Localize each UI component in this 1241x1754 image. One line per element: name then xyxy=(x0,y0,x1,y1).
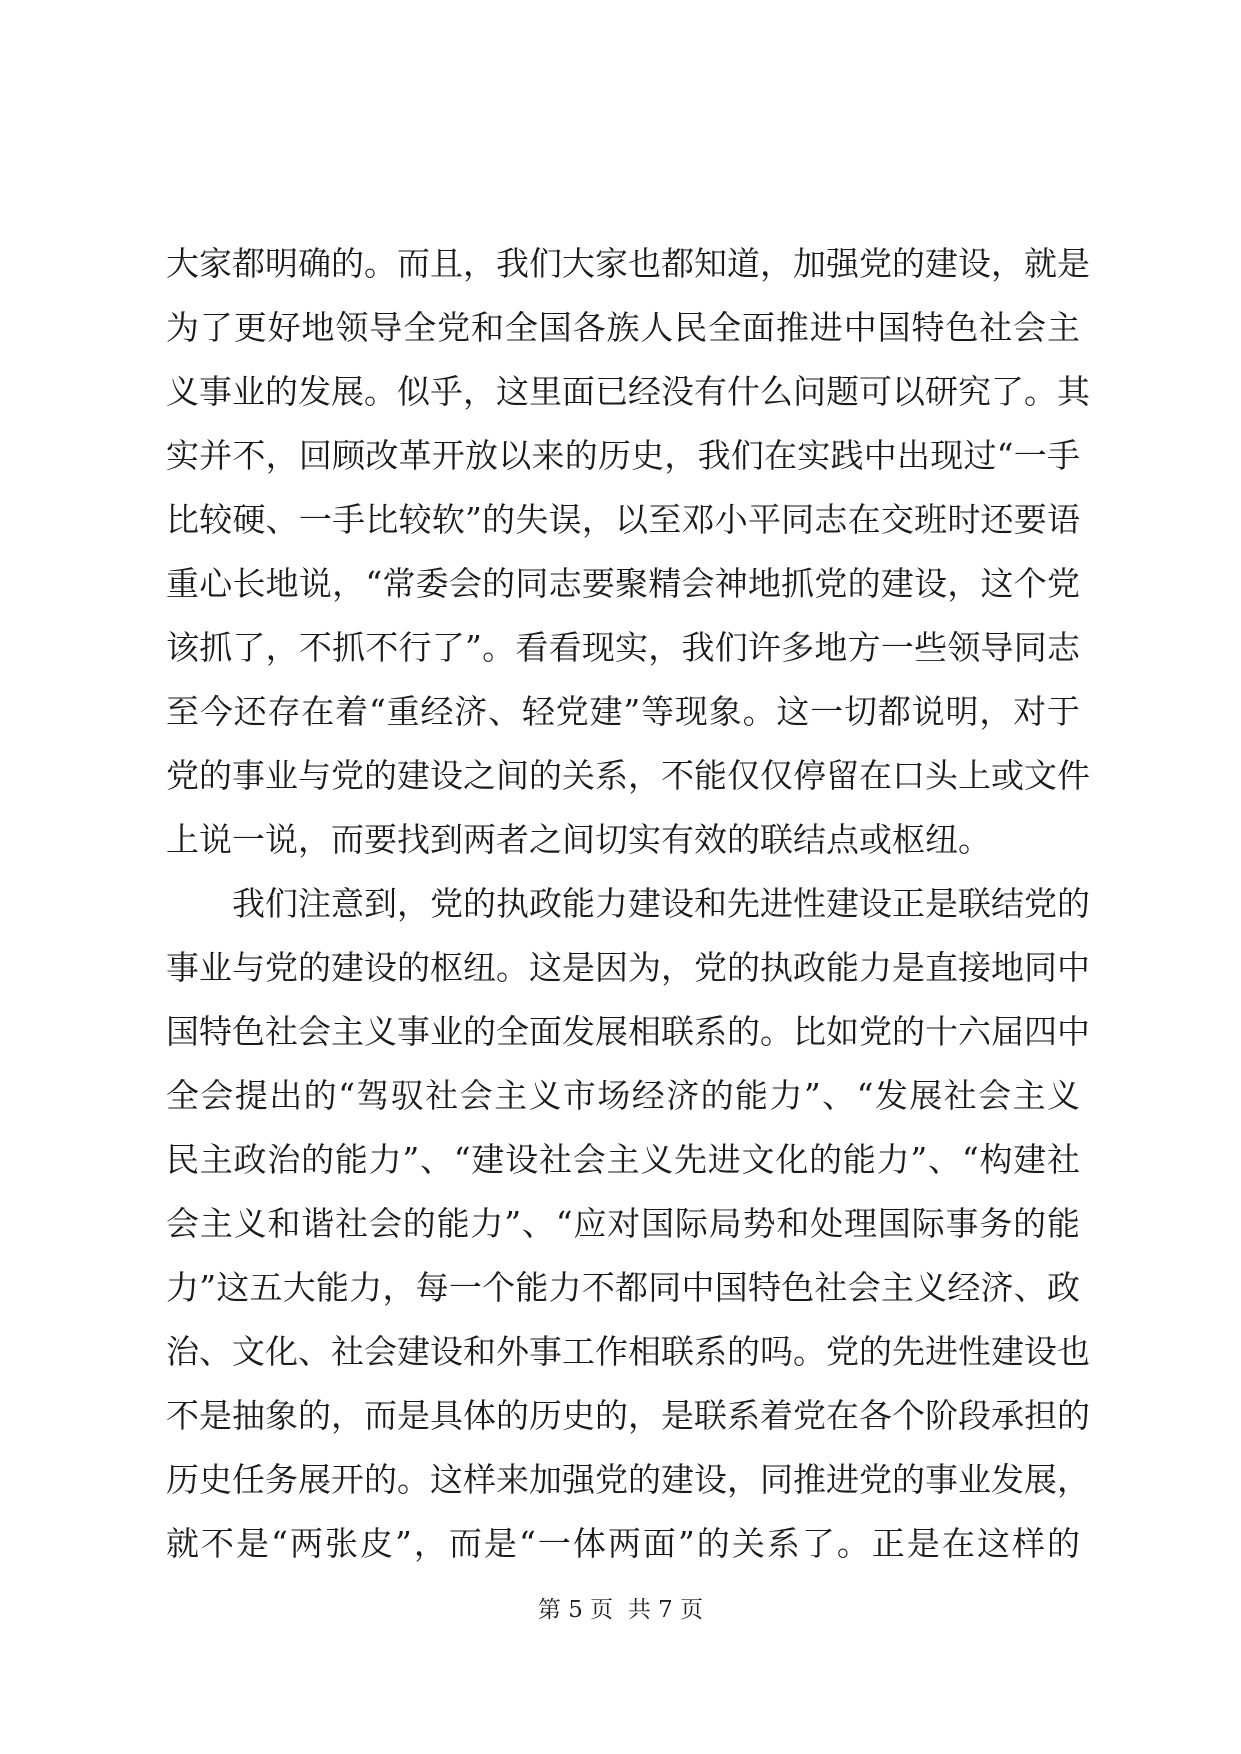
paragraph-1-line-1: 大家都明确的。而且，我们大家也都知道，加强党的建设，就是 xyxy=(166,244,1090,283)
paragraph-2-line-2: 事业与党的建设的枢纽。这是因为，党的执政能力是直接地同中 xyxy=(166,948,1090,987)
paragraph-1-line-5: 比较硬、一手比较软”的失误，以至邓小平同志在交班时还要语 xyxy=(166,500,1080,539)
paragraph-1-line-9: 党的事业与党的建设之间的关系，不能仅仅停留在口头上或文件 xyxy=(166,756,1090,795)
paragraph-2-line-7: 力”这五大能力，每一个能力不都同中国特色社会主义经济、政 xyxy=(166,1268,1080,1307)
paragraph-1-line-4: 实并不，回顾改革开放以来的历史，我们在实践中出现过“一手 xyxy=(166,436,1080,475)
paragraph-1-line-3: 义事业的发展。似乎，这里面已经没有什么问题可以研究了。其 xyxy=(166,372,1090,411)
footer-separator xyxy=(613,1597,628,1623)
paragraph-2-line-10: 历史任务展开的。这样来加强党的建设，同推进党的事业发展， xyxy=(166,1460,1090,1499)
paragraph-1-line-10: 上说一说，而要找到两者之间切实有效的联结点或枢纽。 xyxy=(166,820,991,859)
paragraph-2-line-9: 不是抽象的，而是具体的历史的，是联系着党在各个阶段承担的 xyxy=(166,1396,1090,1435)
paragraph-2-line-8: 治、文化、社会建设和外事工作相联系的吗。党的先进性建设也 xyxy=(166,1332,1090,1371)
paragraph-2-line-5: 民主政治的能力”、“建设社会主义先进文化的能力”、“构建社 xyxy=(166,1140,1080,1179)
page-total: 共 7 页 xyxy=(627,1597,704,1623)
paragraph-2-line-1: 我们注意到，党的执政能力建设和先进性建设正是联结党的 xyxy=(166,884,1090,923)
paragraph-1-line-7: 该抓了，不抓不行了”。看看现实，我们许多地方一些领导同志 xyxy=(166,628,1080,667)
page-footer xyxy=(0,1595,1241,1625)
paragraph-1-line-2: 为了更好地领导全党和全国各族人民全面推进中国特色社会主 xyxy=(166,308,1080,347)
document-body xyxy=(166,232,1090,1576)
paragraph-2-line-4: 全会提出的“驾驭社会主义市场经济的能力”、“发展社会主义 xyxy=(166,1076,1080,1115)
paragraph-1-line-8: 至今还存在着“重经济、轻党建”等现象。这一切都说明，对于 xyxy=(166,692,1080,731)
paragraph-1-line-6: 重心长地说，“常委会的同志要聚精会神地抓党的建设，这个党 xyxy=(166,564,1080,603)
paragraph-2-line-3: 国特色社会主义事业的全面发展相联系的。比如党的十六届四中 xyxy=(166,1012,1090,1051)
page-number: 第 5 页 xyxy=(537,1597,614,1623)
paragraph-2-line-11: 就不是“两张皮”，而是“一体两面”的关系了。正是在这样的 xyxy=(166,1524,1080,1563)
paragraph-2-line-6: 会主义和谐社会的能力”、“应对国际局势和处理国际事务的能 xyxy=(166,1204,1080,1243)
